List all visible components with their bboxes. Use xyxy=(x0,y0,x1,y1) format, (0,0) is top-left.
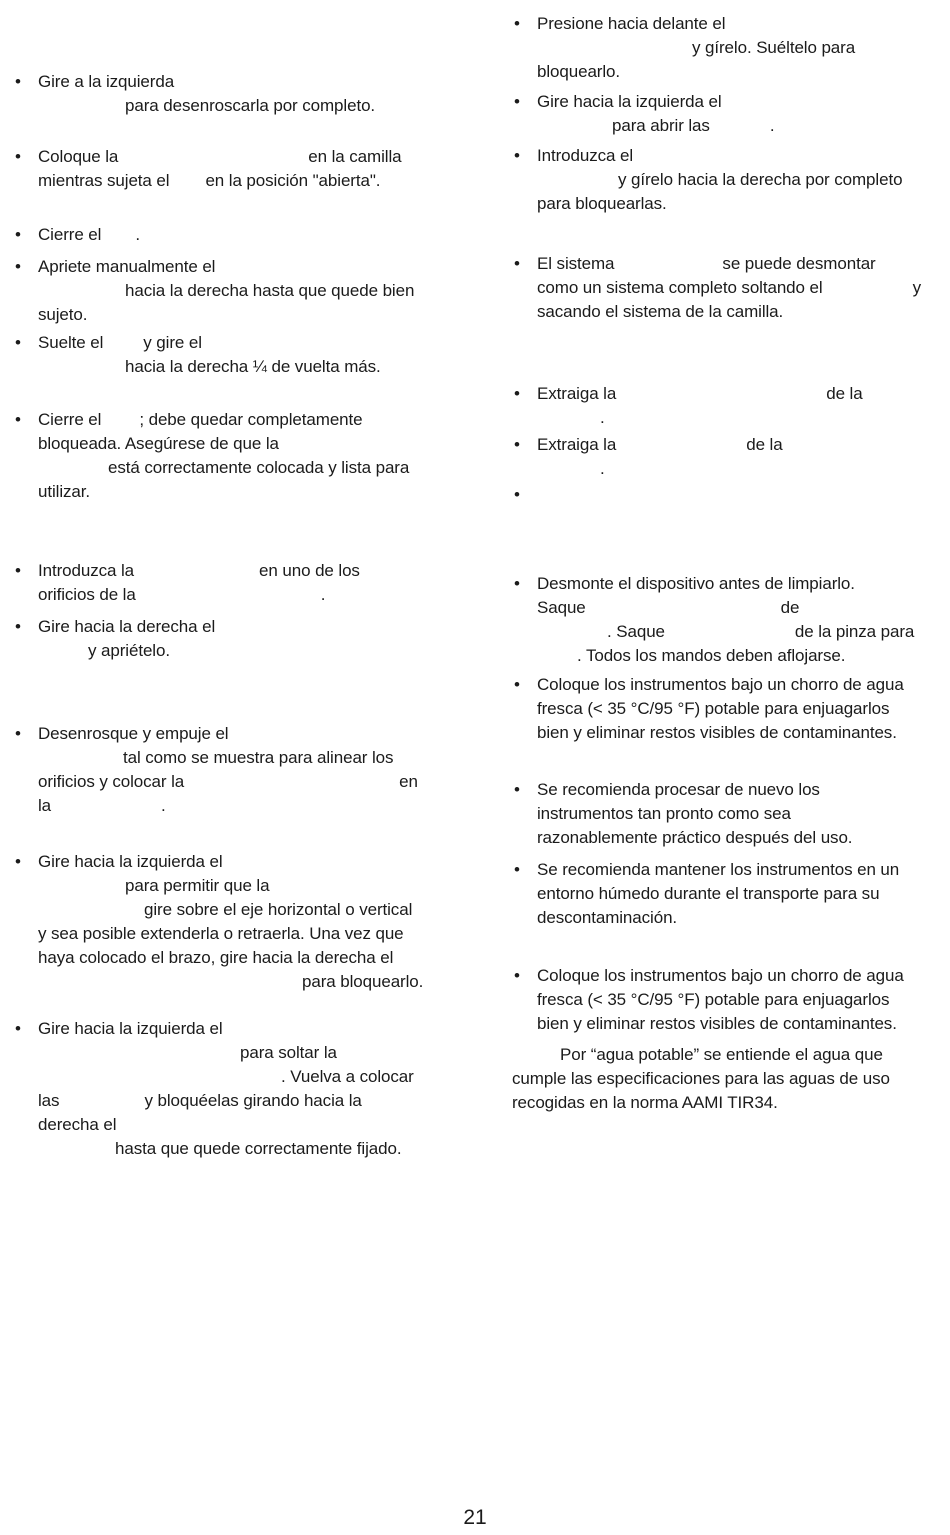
text-segment: sujeto. xyxy=(38,305,88,324)
text-line xyxy=(537,721,950,745)
redacted-gap xyxy=(537,184,618,185)
text-line xyxy=(38,874,443,898)
bullet-marker: • xyxy=(15,147,21,166)
list-item xyxy=(512,144,950,216)
text-line xyxy=(38,223,443,247)
text-line xyxy=(537,300,950,324)
text-line xyxy=(537,988,950,1012)
text-segment: . Vuelva a colocar xyxy=(281,1067,414,1086)
redacted-gap xyxy=(616,398,826,399)
list-item xyxy=(13,331,443,379)
bullet-marker: • xyxy=(514,675,520,694)
text-line xyxy=(38,639,443,663)
text-line xyxy=(512,1091,950,1115)
list-item xyxy=(512,90,950,138)
text-line xyxy=(38,970,443,994)
text-line xyxy=(38,898,443,922)
redacted-gap xyxy=(51,810,161,811)
bullet-marker: • xyxy=(514,574,520,593)
item-text xyxy=(38,145,443,193)
text-segment: de la xyxy=(826,384,863,403)
text-segment: recogidas en la norma AAMI TIR34. xyxy=(512,1093,778,1112)
text-line xyxy=(38,169,443,193)
text-line xyxy=(38,770,443,794)
text-line xyxy=(537,882,950,906)
list-item xyxy=(512,483,950,507)
paragraph xyxy=(512,1043,950,1115)
text-segment: para permitir que la xyxy=(125,876,270,895)
redacted-gap xyxy=(616,449,746,450)
text-segment: en uno de los xyxy=(259,561,360,580)
text-segment: razonablemente práctico después del uso. xyxy=(537,828,853,847)
text-segment: la xyxy=(38,796,52,815)
text-segment: bien y eliminar restos visibles de contaminantes. xyxy=(537,723,897,742)
redacted-gap xyxy=(38,295,125,296)
text-line xyxy=(38,303,443,327)
text-line xyxy=(38,408,443,432)
text-segment: derecha el xyxy=(38,1115,117,1134)
text-segment: y xyxy=(912,278,921,297)
text-segment: Gire hacia la izquierda el xyxy=(38,1019,223,1038)
redacted-gap xyxy=(512,1059,560,1060)
page-number: 21 xyxy=(463,1506,487,1529)
text-line xyxy=(537,60,950,84)
item-text xyxy=(537,964,950,1036)
bullet-marker: • xyxy=(15,72,21,91)
redacted-gap xyxy=(38,890,125,891)
text-line xyxy=(537,114,950,138)
text-segment: utilizar. xyxy=(38,482,91,501)
list-item xyxy=(13,850,443,994)
list-item xyxy=(512,858,950,930)
list-item xyxy=(13,145,443,193)
list-item xyxy=(13,70,443,118)
item-text xyxy=(537,382,950,430)
bullet-marker: • xyxy=(514,966,520,985)
item-text xyxy=(537,144,950,216)
text-segment: en la posición "abierta". xyxy=(205,171,381,190)
redacted-gap xyxy=(586,612,781,613)
text-segment: y gírelo. Suéltelo para xyxy=(692,38,856,57)
redacted-gap xyxy=(38,110,125,111)
list-item xyxy=(512,572,950,668)
list-item xyxy=(512,778,950,850)
bullet-marker: • xyxy=(15,333,21,352)
text-segment: de xyxy=(780,598,800,617)
item-text xyxy=(38,70,443,118)
text-segment: . xyxy=(320,585,326,604)
text-line xyxy=(38,946,443,970)
text-segment: Suelte el xyxy=(38,333,104,352)
text-segment: fresca (< 35 °C/95 °F) potable para enjuagarlos xyxy=(537,699,890,718)
list-item xyxy=(13,722,443,818)
text-segment: gire sobre el eje horizontal o vertical xyxy=(144,900,413,919)
redacted-gap xyxy=(537,636,607,637)
text-segment: descontaminación. xyxy=(537,908,678,927)
item-text xyxy=(537,90,950,138)
item-text xyxy=(38,408,443,504)
redacted-gap xyxy=(134,575,259,576)
bullet-marker: • xyxy=(514,435,520,454)
text-line xyxy=(537,697,950,721)
text-segment: El sistema xyxy=(537,254,615,273)
text-segment: Gire hacia la izquierda el xyxy=(38,852,223,871)
text-line xyxy=(38,145,443,169)
redacted-gap xyxy=(38,472,108,473)
text-line xyxy=(537,572,950,596)
text-line xyxy=(38,746,443,770)
bullet-marker: • xyxy=(514,780,520,799)
text-segment: se puede desmontar xyxy=(722,254,876,273)
item-text xyxy=(38,850,443,994)
bullet-marker: • xyxy=(15,561,21,580)
text-segment: Desenrosque y empuje el xyxy=(38,724,229,743)
redacted-gap xyxy=(537,422,600,423)
text-segment: ; debe quedar completamente xyxy=(139,410,363,429)
redacted-gap xyxy=(38,1081,281,1082)
text-segment: Apriete manualmente el xyxy=(38,257,216,276)
text-line xyxy=(537,252,950,276)
text-line xyxy=(537,90,950,114)
redacted-gap xyxy=(537,473,600,474)
bullet-marker: • xyxy=(15,257,21,276)
text-line xyxy=(38,1113,443,1137)
text-segment: Saque xyxy=(537,598,586,617)
list-item xyxy=(13,1017,443,1161)
redacted-gap xyxy=(38,655,88,656)
text-segment: orificios y colocar la xyxy=(38,772,185,791)
text-segment: Gire hacia la izquierda el xyxy=(537,92,722,111)
bullet-marker: • xyxy=(514,485,520,504)
list-item xyxy=(13,408,443,504)
redacted-gap xyxy=(59,1105,144,1106)
text-line xyxy=(537,644,950,668)
text-line xyxy=(38,355,443,379)
text-line xyxy=(38,1017,443,1041)
text-line xyxy=(537,778,950,802)
text-segment: . xyxy=(135,225,140,244)
text-line xyxy=(38,922,443,946)
text-segment: y bloquéelas girando hacia la xyxy=(144,1091,362,1110)
text-segment: Coloque la xyxy=(38,147,119,166)
bullet-marker: • xyxy=(15,617,21,636)
text-segment: orificios de la xyxy=(38,585,136,604)
text-segment: haya colocado el brazo, gire hacia la derecha el xyxy=(38,948,394,967)
text-line xyxy=(537,168,950,192)
list-item xyxy=(512,673,950,745)
text-line xyxy=(537,673,950,697)
redacted-gap xyxy=(537,130,612,131)
text-segment: como un sistema completo soltando el xyxy=(537,278,823,297)
redacted-gap xyxy=(537,660,577,661)
text-segment: tal como se muestra para alinear los xyxy=(123,748,394,767)
list-item xyxy=(13,223,443,247)
text-segment: Presione hacia delante el xyxy=(537,14,726,33)
redacted-gap xyxy=(665,636,795,637)
text-line xyxy=(537,192,950,216)
text-line xyxy=(537,858,950,882)
text-segment: y gírelo hacia la derecha por completo xyxy=(618,170,903,189)
text-segment: . xyxy=(769,116,775,135)
bullet-marker: • xyxy=(15,1019,21,1038)
text-segment: hacia la derecha ¼ de vuelta más. xyxy=(125,357,381,376)
text-line xyxy=(38,794,443,818)
text-segment: cumple las especificaciones para las aguas de uso xyxy=(512,1069,890,1088)
bullet-marker: • xyxy=(514,14,520,33)
text-segment: para desenroscarla por completo. xyxy=(125,96,376,115)
text-line xyxy=(512,1043,950,1067)
text-segment: Por “agua potable” se entiende el agua que xyxy=(560,1045,883,1064)
text-line xyxy=(38,432,443,456)
text-segment: bien y eliminar restos visibles de contaminantes. xyxy=(537,1014,897,1033)
text-segment: Cierre el xyxy=(38,225,102,244)
text-line xyxy=(537,802,950,826)
text-line xyxy=(38,1089,443,1113)
text-segment: . Todos los mandos deben aflojarse. xyxy=(577,646,846,665)
text-segment: para abrir las xyxy=(612,116,710,135)
text-line xyxy=(537,964,950,988)
text-line xyxy=(537,433,950,457)
redacted-gap xyxy=(101,239,135,240)
text-segment: fresca (< 35 °C/95 °F) potable para enjuagarlos xyxy=(537,990,890,1009)
text-segment: instrumentos tan pronto como sea xyxy=(537,804,791,823)
redacted-gap xyxy=(184,786,399,787)
text-segment: en la camilla xyxy=(308,147,402,166)
bullet-marker: • xyxy=(15,225,21,244)
text-line xyxy=(537,36,950,60)
text-segment: sacando el sistema de la camilla. xyxy=(537,302,784,321)
item-text xyxy=(38,722,443,818)
text-segment: Cierre el xyxy=(38,410,102,429)
text-segment: . xyxy=(161,796,166,815)
item-text xyxy=(537,673,950,745)
text-segment: Se recomienda procesar de nuevo los xyxy=(537,780,820,799)
list-item xyxy=(512,433,950,481)
redacted-gap xyxy=(103,347,143,348)
bullet-marker: • xyxy=(514,860,520,879)
redacted-gap xyxy=(101,424,139,425)
list-item xyxy=(13,255,443,327)
text-segment: Introduzca la xyxy=(38,561,135,580)
bullet-marker: • xyxy=(15,724,21,743)
bullet-marker: • xyxy=(514,146,520,165)
text-line xyxy=(537,144,950,168)
list-item xyxy=(13,559,443,607)
item-text xyxy=(512,1043,950,1115)
text-segment: Gire hacia la derecha el xyxy=(38,617,216,636)
redacted-gap xyxy=(38,914,144,915)
redacted-gap xyxy=(118,161,308,162)
item-text xyxy=(38,255,443,327)
text-line xyxy=(537,620,950,644)
text-line xyxy=(537,1012,950,1036)
list-item xyxy=(512,12,950,84)
bullet-marker: • xyxy=(514,92,520,111)
redacted-gap xyxy=(710,130,770,131)
redacted-gap xyxy=(136,599,321,600)
text-segment: Coloque los instrumentos bajo un chorro de agua xyxy=(537,966,904,985)
text-line xyxy=(537,406,950,430)
text-segment: Se recomienda mantener los instrumentos en un xyxy=(537,860,900,879)
text-segment: para soltar la xyxy=(240,1043,337,1062)
list-item xyxy=(512,382,950,430)
left-column xyxy=(13,70,443,1161)
item-text xyxy=(537,483,950,507)
text-line xyxy=(537,483,950,507)
redacted-gap xyxy=(169,185,205,186)
item-text xyxy=(537,252,950,324)
text-segment: bloqueada. Asegúrese de que la xyxy=(38,434,279,453)
text-line xyxy=(537,826,950,850)
item-text xyxy=(38,1017,443,1161)
bullet-marker: • xyxy=(514,384,520,403)
bullet-marker: • xyxy=(15,852,21,871)
list-item xyxy=(13,615,443,663)
text-segment: . xyxy=(600,459,605,478)
text-segment: Gire a la izquierda xyxy=(38,72,175,91)
text-segment: Extraiga la xyxy=(537,435,617,454)
text-segment: Coloque los instrumentos bajo un chorro de agua xyxy=(537,675,904,694)
item-text xyxy=(38,331,443,379)
item-text xyxy=(537,778,950,850)
item-text xyxy=(38,559,443,607)
list-item xyxy=(512,964,950,1036)
text-line xyxy=(38,456,443,480)
redacted-gap xyxy=(38,1153,115,1154)
text-line xyxy=(512,1067,950,1091)
text-segment: las xyxy=(38,1091,60,1110)
text-segment: en xyxy=(399,772,418,791)
redacted-gap xyxy=(38,1057,240,1058)
redacted-gap xyxy=(38,762,123,763)
text-segment: hasta que quede correctamente fijado. xyxy=(115,1139,402,1158)
text-line xyxy=(38,94,443,118)
text-segment: para bloquearlas. xyxy=(537,194,667,213)
text-line xyxy=(38,279,443,303)
text-segment: bloquearlo. xyxy=(537,62,621,81)
redacted-gap xyxy=(823,292,913,293)
text-segment: de la xyxy=(746,435,783,454)
text-line xyxy=(38,255,443,279)
text-segment: para bloquearlo. xyxy=(302,972,424,991)
text-segment: y sea posible extenderla o retraerla. Una vez que xyxy=(38,924,404,943)
text-segment: Desmonte el dispositivo antes de limpiarlo. xyxy=(537,574,855,593)
text-line xyxy=(38,480,443,504)
right-column xyxy=(512,12,950,1115)
text-line xyxy=(537,457,950,481)
text-segment: entorno húmedo durante el transporte para su xyxy=(537,884,880,903)
text-segment: . xyxy=(600,408,605,427)
text-segment: hacia la derecha hasta que quede bien xyxy=(125,281,415,300)
text-line xyxy=(38,1137,443,1161)
item-text xyxy=(38,223,443,247)
text-line xyxy=(38,615,443,639)
redacted-gap xyxy=(38,371,125,372)
redacted-gap xyxy=(38,986,302,987)
item-text xyxy=(537,433,950,481)
text-line xyxy=(38,70,443,94)
item-text xyxy=(38,615,443,663)
text-line xyxy=(38,1065,443,1089)
bullet-marker: • xyxy=(15,410,21,429)
text-line xyxy=(38,331,443,355)
text-line xyxy=(537,382,950,406)
text-line xyxy=(38,1041,443,1065)
text-segment: de la pinza para xyxy=(794,622,915,641)
text-line xyxy=(38,850,443,874)
text-line xyxy=(38,583,443,607)
text-line xyxy=(537,12,950,36)
text-line xyxy=(537,596,950,620)
redacted-gap xyxy=(614,268,722,269)
text-segment: Extraiga la xyxy=(537,384,617,403)
text-line xyxy=(537,906,950,930)
redacted-gap xyxy=(537,52,692,53)
text-segment: mientras sujeta el xyxy=(38,171,170,190)
text-line xyxy=(38,559,443,583)
list-item xyxy=(512,252,950,324)
text-segment: y gire el xyxy=(143,333,202,352)
text-segment: Introduzca el xyxy=(537,146,634,165)
bullet-marker: • xyxy=(514,254,520,273)
text-line xyxy=(537,276,950,300)
item-text xyxy=(537,572,950,668)
item-text xyxy=(537,858,950,930)
text-segment: y apriételo. xyxy=(88,641,170,660)
text-segment: . Saque xyxy=(607,622,665,641)
text-line xyxy=(38,722,443,746)
text-segment: está correctamente colocada y lista para xyxy=(108,458,410,477)
item-text xyxy=(537,12,950,84)
